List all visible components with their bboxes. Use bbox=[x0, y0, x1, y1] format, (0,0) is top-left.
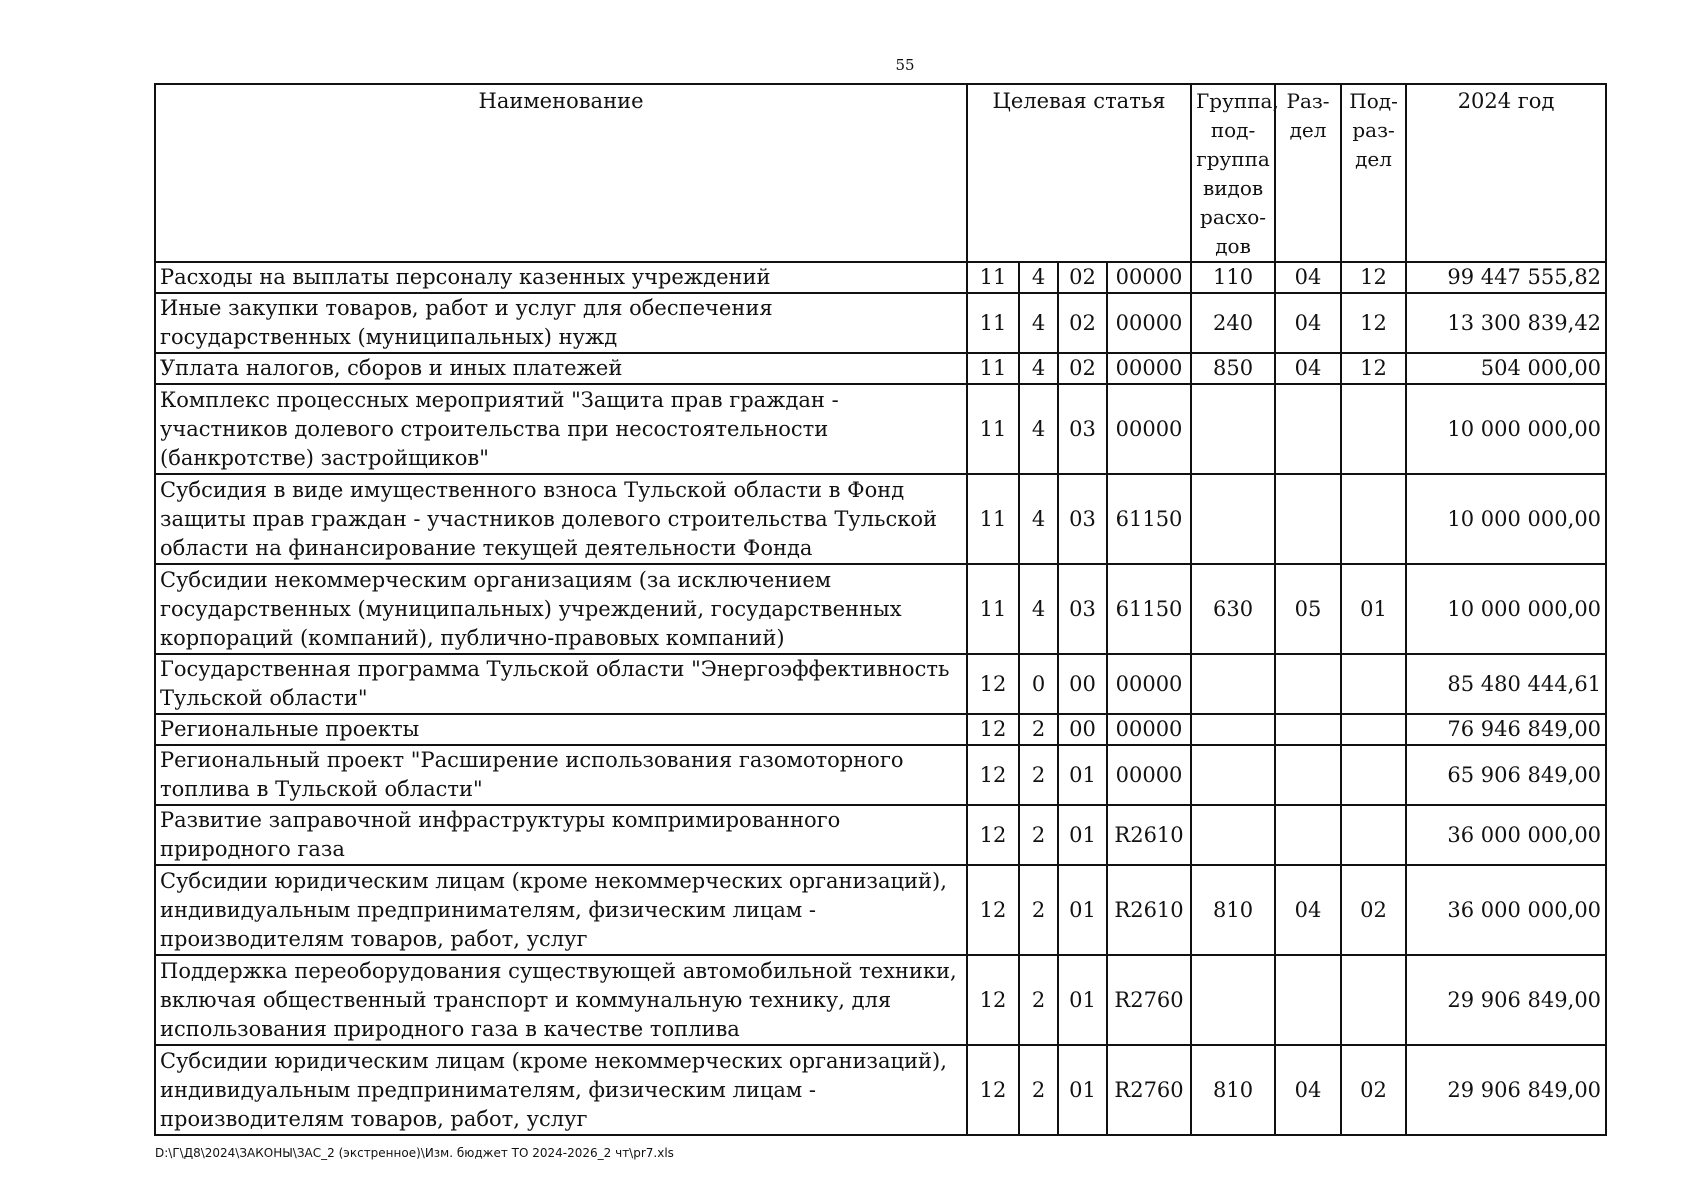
header-name: Наименование bbox=[155, 84, 967, 262]
target-code-direction: R2760 bbox=[1107, 955, 1191, 1045]
target-code-program: 11 bbox=[967, 564, 1019, 654]
target-code-type: 4 bbox=[1019, 262, 1058, 293]
target-code-item: 00 bbox=[1058, 654, 1107, 714]
expense-group bbox=[1191, 745, 1275, 805]
target-code-type: 4 bbox=[1019, 474, 1058, 564]
target-code-item: 03 bbox=[1058, 564, 1107, 654]
expense-group: 850 bbox=[1191, 353, 1275, 384]
section-code bbox=[1275, 474, 1341, 564]
target-code-program: 12 bbox=[967, 805, 1019, 865]
amount-2024: 36 000 000,00 bbox=[1406, 865, 1606, 955]
subsection-code bbox=[1341, 714, 1406, 745]
target-code-type: 2 bbox=[1019, 714, 1058, 745]
subsection-code: 01 bbox=[1341, 564, 1406, 654]
section-code bbox=[1275, 805, 1341, 865]
expense-group bbox=[1191, 384, 1275, 474]
target-code-program: 11 bbox=[967, 262, 1019, 293]
target-code-direction: 61150 bbox=[1107, 474, 1191, 564]
table-row bbox=[155, 1045, 1606, 1135]
target-code-type: 2 bbox=[1019, 955, 1058, 1045]
subsection-code bbox=[1341, 955, 1406, 1045]
target-code-item: 03 bbox=[1058, 474, 1107, 564]
header-section: Раз- дел bbox=[1275, 84, 1341, 262]
budget-table bbox=[154, 83, 1607, 1136]
expense-group: 110 bbox=[1191, 262, 1275, 293]
target-code-direction: 00000 bbox=[1107, 353, 1191, 384]
section-code: 04 bbox=[1275, 262, 1341, 293]
row-name: Региональные проекты bbox=[155, 714, 967, 745]
subsection-code: 12 bbox=[1341, 353, 1406, 384]
subsection-code bbox=[1341, 384, 1406, 474]
subsection-code bbox=[1341, 745, 1406, 805]
row-name: Расходы на выплаты персоналу казенных учреждений bbox=[155, 262, 967, 293]
target-code-type: 2 bbox=[1019, 865, 1058, 955]
target-code-program: 11 bbox=[967, 474, 1019, 564]
amount-2024: 504 000,00 bbox=[1406, 353, 1606, 384]
amount-2024: 65 906 849,00 bbox=[1406, 745, 1606, 805]
expense-group bbox=[1191, 714, 1275, 745]
target-code-program: 12 bbox=[967, 865, 1019, 955]
section-code: 04 bbox=[1275, 1045, 1341, 1135]
page-number: 55 bbox=[895, 56, 915, 74]
target-code-item: 01 bbox=[1058, 745, 1107, 805]
table-header-row bbox=[155, 84, 1606, 262]
row-name: Иные закупки товаров, работ и услуг для обеспечения государственных (муниципальных) нужд bbox=[155, 293, 967, 353]
target-code-item: 03 bbox=[1058, 384, 1107, 474]
table-row bbox=[155, 474, 1606, 564]
target-code-direction: 00000 bbox=[1107, 654, 1191, 714]
target-code-direction: R2610 bbox=[1107, 805, 1191, 865]
target-code-item: 01 bbox=[1058, 865, 1107, 955]
target-code-item: 01 bbox=[1058, 955, 1107, 1045]
table-row bbox=[155, 384, 1606, 474]
target-code-type: 2 bbox=[1019, 805, 1058, 865]
subsection-code: 02 bbox=[1341, 1045, 1406, 1135]
amount-2024: 76 946 849,00 bbox=[1406, 714, 1606, 745]
table-row bbox=[155, 262, 1606, 293]
row-name: Комплекс процессных мероприятий "Защита прав граждан - участников долевого строительства при несостоятельности (банкротстве) застройщиков" bbox=[155, 384, 967, 474]
target-code-direction: 00000 bbox=[1107, 293, 1191, 353]
expense-group: 810 bbox=[1191, 865, 1275, 955]
section-code bbox=[1275, 654, 1341, 714]
header-year: 2024 год bbox=[1406, 84, 1606, 262]
table-row bbox=[155, 805, 1606, 865]
target-code-direction: R2610 bbox=[1107, 865, 1191, 955]
subsection-code bbox=[1341, 805, 1406, 865]
target-code-type: 0 bbox=[1019, 654, 1058, 714]
section-code: 04 bbox=[1275, 865, 1341, 955]
amount-2024: 10 000 000,00 bbox=[1406, 474, 1606, 564]
target-code-item: 00 bbox=[1058, 714, 1107, 745]
amount-2024: 99 447 555,82 bbox=[1406, 262, 1606, 293]
row-name: Развитие заправочной инфраструктуры компримированного природного газа bbox=[155, 805, 967, 865]
file-path-footer: D:\Г\Д8\2024\ЗАКОНЫ\ЗАС_2 (экстренное)\Изм. бюджет ТО 2024-2026_2 чт\pr7.xls bbox=[155, 1146, 674, 1160]
target-code-type: 4 bbox=[1019, 293, 1058, 353]
subsection-code bbox=[1341, 474, 1406, 564]
table-row bbox=[155, 865, 1606, 955]
table-row bbox=[155, 745, 1606, 805]
section-code bbox=[1275, 714, 1341, 745]
target-code-program: 12 bbox=[967, 1045, 1019, 1135]
target-code-type: 4 bbox=[1019, 353, 1058, 384]
header-target-article: Целевая статья bbox=[967, 84, 1191, 262]
subsection-code bbox=[1341, 654, 1406, 714]
target-code-program: 12 bbox=[967, 955, 1019, 1045]
section-code: 05 bbox=[1275, 564, 1341, 654]
target-code-direction: 00000 bbox=[1107, 745, 1191, 805]
amount-2024: 36 000 000,00 bbox=[1406, 805, 1606, 865]
row-name: Субсидии некоммерческим организациям (за исключением государственных (муниципальных) учреждений, государственных корпораций (компаний), публично-правовых компаний) bbox=[155, 564, 967, 654]
target-code-item: 02 bbox=[1058, 262, 1107, 293]
target-code-item: 02 bbox=[1058, 293, 1107, 353]
target-code-direction: 61150 bbox=[1107, 564, 1191, 654]
subsection-code: 12 bbox=[1341, 293, 1406, 353]
target-code-type: 2 bbox=[1019, 1045, 1058, 1135]
expense-group bbox=[1191, 955, 1275, 1045]
target-code-program: 11 bbox=[967, 384, 1019, 474]
target-code-type: 4 bbox=[1019, 384, 1058, 474]
row-name: Субсидия в виде имущественного взноса Тульской области в Фонд защиты прав граждан - участников долевого строительства Тульской области на финансирование текущей деятельности Фонда bbox=[155, 474, 967, 564]
table-row bbox=[155, 353, 1606, 384]
row-name: Региональный проект "Расширение использования газомоторного топлива в Тульской области" bbox=[155, 745, 967, 805]
row-name: Государственная программа Тульской области "Энергоэффективность Тульской области" bbox=[155, 654, 967, 714]
row-name: Уплата налогов, сборов и иных платежей bbox=[155, 353, 967, 384]
section-code bbox=[1275, 955, 1341, 1045]
expense-group bbox=[1191, 474, 1275, 564]
target-code-item: 01 bbox=[1058, 1045, 1107, 1135]
expense-group: 240 bbox=[1191, 293, 1275, 353]
section-code: 04 bbox=[1275, 293, 1341, 353]
table-row bbox=[155, 714, 1606, 745]
target-code-item: 01 bbox=[1058, 805, 1107, 865]
section-code: 04 bbox=[1275, 353, 1341, 384]
amount-2024: 85 480 444,61 bbox=[1406, 654, 1606, 714]
target-code-direction: 00000 bbox=[1107, 714, 1191, 745]
section-code bbox=[1275, 745, 1341, 805]
target-code-type: 4 bbox=[1019, 564, 1058, 654]
target-code-type: 2 bbox=[1019, 745, 1058, 805]
amount-2024: 29 906 849,00 bbox=[1406, 955, 1606, 1045]
expense-group: 810 bbox=[1191, 1045, 1275, 1135]
table-row bbox=[155, 654, 1606, 714]
target-code-program: 12 bbox=[967, 745, 1019, 805]
row-name: Поддержка переоборудования существующей автомобильной техники, включая общественный транспорт и коммунальную технику, для использования природного газа в качестве топлива bbox=[155, 955, 967, 1045]
table-row bbox=[155, 955, 1606, 1045]
subsection-code: 02 bbox=[1341, 865, 1406, 955]
header-expense-group: Группа, под- группа видов расхо- дов bbox=[1191, 84, 1275, 262]
header-subsection: Под- раз- дел bbox=[1341, 84, 1406, 262]
table-row bbox=[155, 564, 1606, 654]
expense-group bbox=[1191, 805, 1275, 865]
row-name: Субсидии юридическим лицам (кроме некоммерческих организаций), индивидуальным предпринимателям, физическим лицам - производителям товаров, работ, услуг bbox=[155, 1045, 967, 1135]
target-code-program: 11 bbox=[967, 293, 1019, 353]
target-code-program: 11 bbox=[967, 353, 1019, 384]
target-code-program: 12 bbox=[967, 714, 1019, 745]
row-name: Субсидии юридическим лицам (кроме некоммерческих организаций), индивидуальным предпринимателям, физическим лицам - производителям товаров, работ, услуг bbox=[155, 865, 967, 955]
table-row bbox=[155, 293, 1606, 353]
target-code-direction: R2760 bbox=[1107, 1045, 1191, 1135]
expense-group bbox=[1191, 654, 1275, 714]
amount-2024: 13 300 839,42 bbox=[1406, 293, 1606, 353]
target-code-direction: 00000 bbox=[1107, 384, 1191, 474]
target-code-program: 12 bbox=[967, 654, 1019, 714]
target-code-direction: 00000 bbox=[1107, 262, 1191, 293]
target-code-item: 02 bbox=[1058, 353, 1107, 384]
amount-2024: 10 000 000,00 bbox=[1406, 564, 1606, 654]
section-code bbox=[1275, 384, 1341, 474]
amount-2024: 29 906 849,00 bbox=[1406, 1045, 1606, 1135]
expense-group: 630 bbox=[1191, 564, 1275, 654]
subsection-code: 12 bbox=[1341, 262, 1406, 293]
amount-2024: 10 000 000,00 bbox=[1406, 384, 1606, 474]
